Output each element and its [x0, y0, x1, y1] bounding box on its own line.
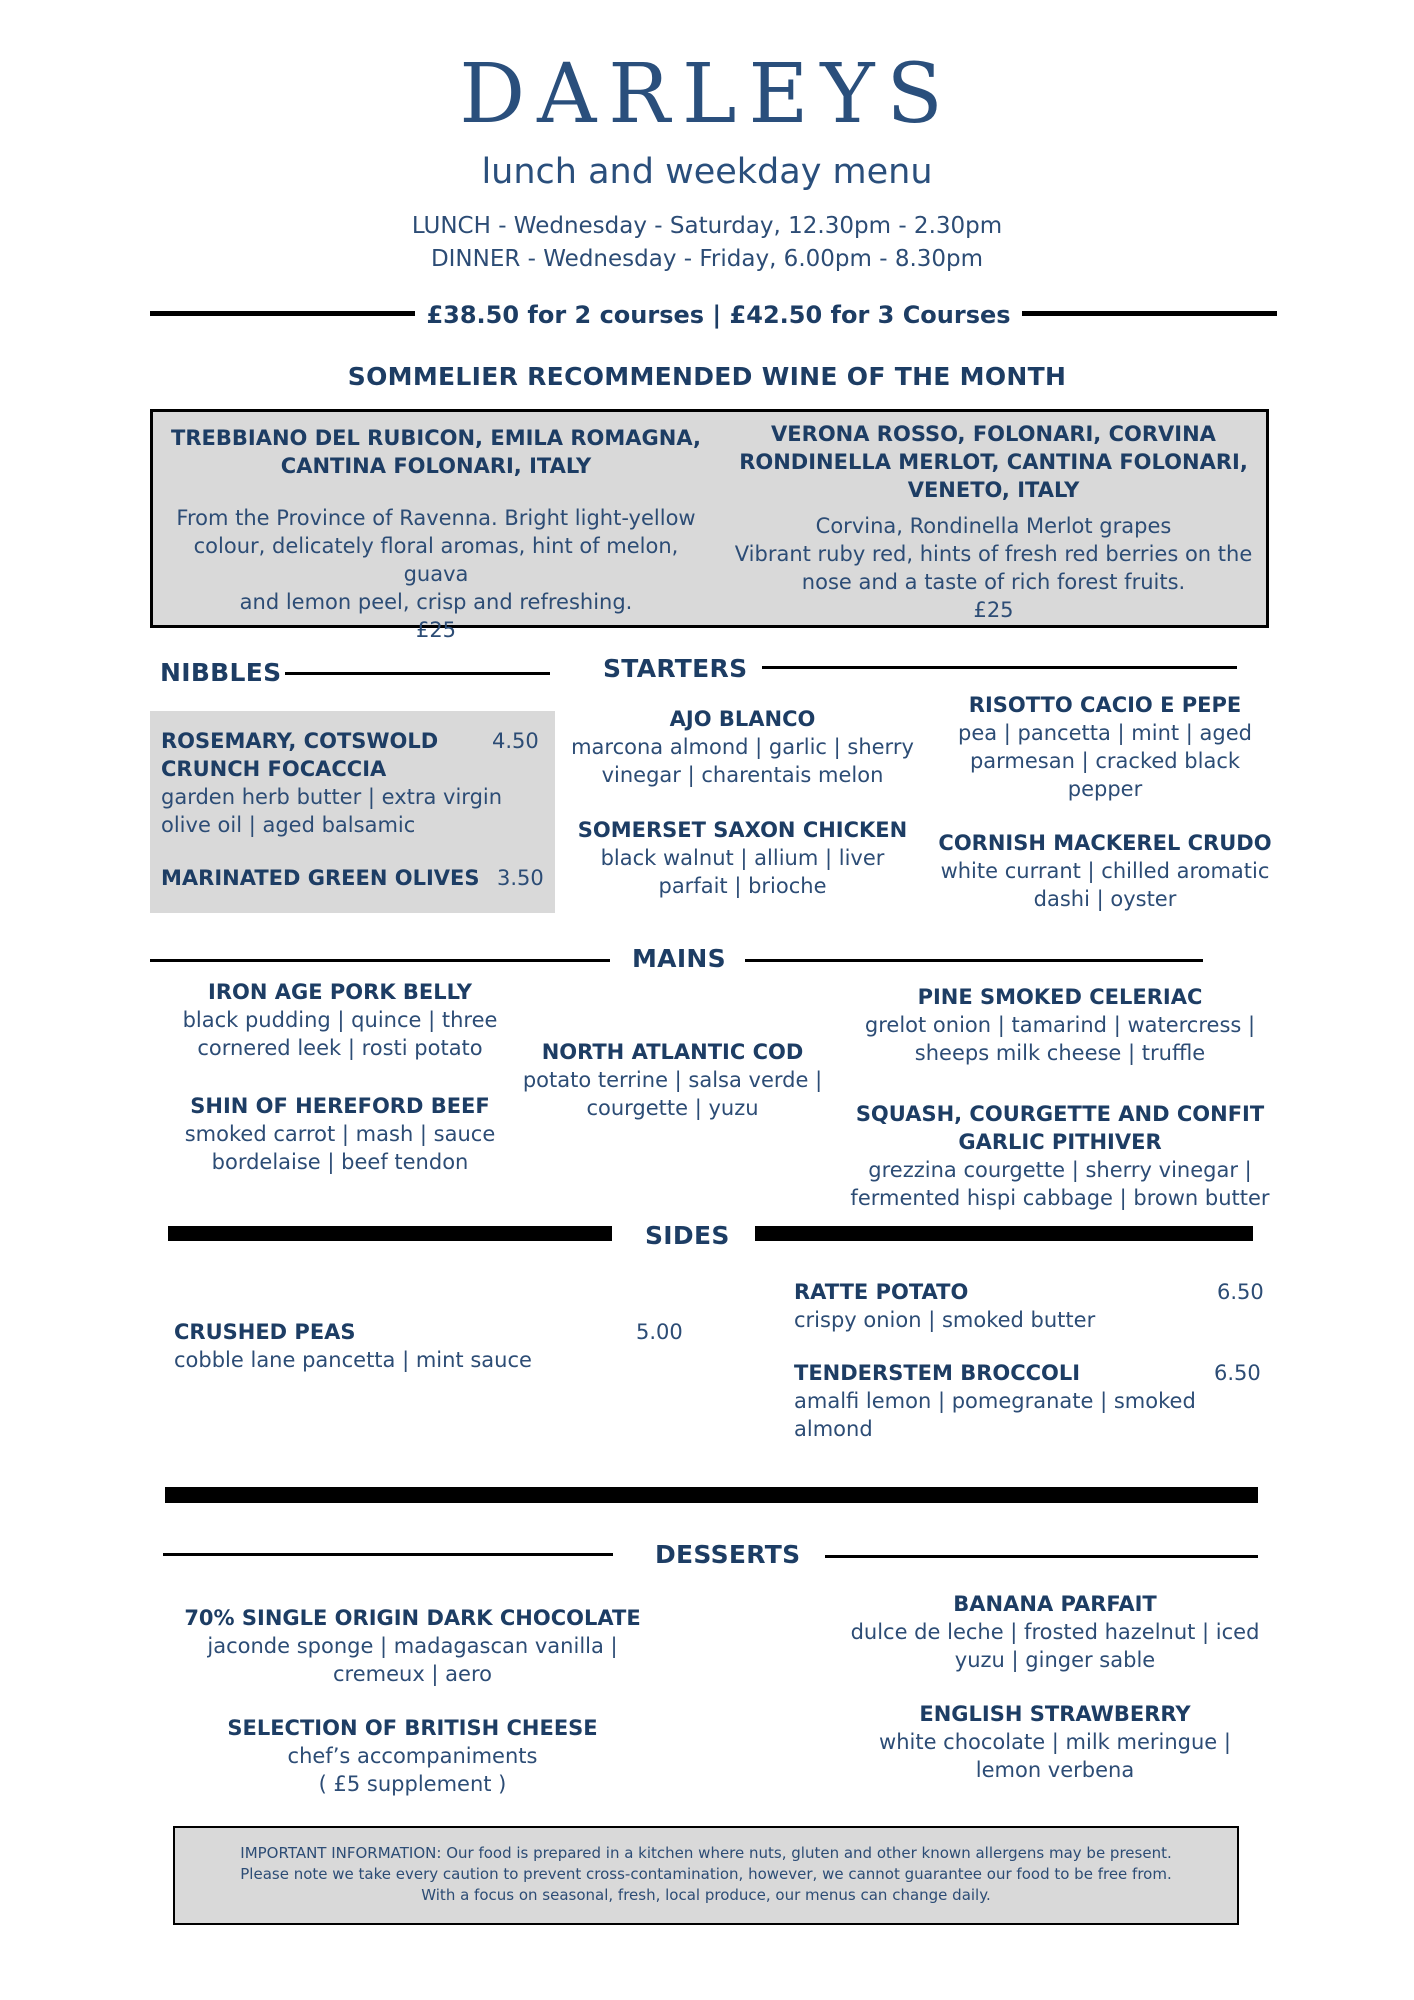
info-line: With a focus on seasonal, fresh, local produce, our menus can change daily.: [421, 1886, 991, 1904]
main-desc: black pudding | quince | three: [182, 1008, 498, 1032]
main-desc: smoked carrot | mash | sauce: [184, 1122, 496, 1146]
divider: [762, 666, 1237, 669]
main-name: PINE SMOKED CELERIAC: [917, 985, 1203, 1009]
main-desc: grezzina courgette | sherry vinegar |: [868, 1158, 1252, 1182]
dessert-desc: ( £5 supplement ): [318, 1772, 507, 1796]
starter-desc: pea | pancetta | mint | aged: [958, 721, 1252, 745]
allergen-info-box: [173, 1826, 1239, 1925]
wine-left-price: £25: [415, 618, 457, 642]
wine-left-name: TREBBIANO DEL RUBICON, EMILA ROMAGNA,: [171, 426, 701, 450]
divider: [168, 1226, 612, 1241]
starter-name: CORNISH MACKEREL CRUDO: [938, 831, 1272, 855]
dessert-desc: jaconde sponge | madagascan vanilla |: [207, 1634, 618, 1658]
starter-desc: pepper: [1067, 777, 1143, 801]
dessert-desc: white chocolate | milk meringue |: [879, 1730, 1231, 1754]
starter-name: AJO BLANCO: [669, 707, 816, 731]
wine-right-desc: Vibrant ruby red, hints of fresh red berries on the: [734, 542, 1253, 566]
side-price: 5.00: [636, 1320, 683, 1344]
dessert-item: [160, 1604, 665, 1688]
dessert-desc: cremeux | aero: [333, 1662, 492, 1686]
nibble-name: MARINATED GREEN OLIVES: [161, 866, 480, 890]
wine-right-name: VENETO, ITALY: [907, 478, 1080, 502]
wine-left-name: CANTINA FOLONARI, ITALY: [280, 454, 592, 478]
main-name: SHIN OF HEREFORD BEEF: [190, 1094, 490, 1118]
dessert-name: SELECTION OF BRITISH CHEESE: [227, 1716, 598, 1740]
side-name: CRUSHED PEAS: [174, 1320, 356, 1344]
divider: [755, 1226, 1253, 1241]
nibble-name: ROSEMARY, COTSWOLD: [161, 729, 439, 753]
menu-subtitle: lunch and weekday menu: [481, 152, 933, 192]
dessert-desc: yuzu | ginger sable: [954, 1648, 1156, 1672]
side-desc: crispy onion | smoked butter: [794, 1308, 1096, 1332]
starter-item: [560, 705, 925, 789]
main-desc: bordelaise | beef tendon: [211, 1150, 469, 1174]
main-desc: fermented hispi cabbage | brown butter: [850, 1186, 1270, 1210]
starter-name: RISOTTO CACIO E PEPE: [968, 693, 1242, 717]
divider: [745, 959, 1203, 962]
wine-right-name: VERONA ROSSO, FOLONARI, CORVINA: [771, 422, 1216, 446]
divider: [150, 311, 415, 316]
wine-left-desc: From the Province of Ravenna. Bright light-yellow: [176, 506, 696, 530]
starter-item: [920, 691, 1290, 803]
dessert-name: BANANA PARFAIT: [953, 1592, 1157, 1616]
starter-desc: white currant | chilled aromatic: [940, 859, 1270, 883]
wine-right: [721, 420, 1266, 624]
main-name: GARLIC PITHIVER: [958, 1130, 1162, 1154]
sides-title: SIDES: [645, 1221, 730, 1250]
mains-title: MAINS: [632, 944, 726, 973]
nibble-desc: olive oil | aged balsamic: [161, 813, 416, 837]
side-price: 6.50: [1217, 1280, 1264, 1304]
dessert-desc: chef’s accompaniments: [287, 1744, 538, 1768]
header: [0, 47, 1414, 276]
divider: [163, 1553, 613, 1556]
hours-dinner: DINNER - Wednesday - Friday, 6.00pm - 8.30pm: [430, 246, 984, 272]
side-name: RATTE POTATO: [794, 1280, 969, 1304]
wine-box: [150, 409, 1269, 642]
desserts-title: DESSERTS: [655, 1540, 801, 1569]
nibble-price: 3.50: [497, 866, 544, 890]
main-item: [495, 1038, 850, 1122]
dessert-item: [820, 1590, 1290, 1674]
divider: [285, 672, 550, 675]
wine-left-desc: and lemon peel, crisp and refreshing.: [239, 590, 633, 614]
starter-desc: marcona almond | garlic | sherry: [571, 735, 914, 759]
main-desc: courgette | yuzu: [586, 1096, 759, 1120]
nibbles-title: NIBBLES: [160, 658, 282, 687]
info-line: Please note we take every caution to prevent cross-contamination, however, we cannot guarantee our food to be free from.: [240, 1865, 1172, 1883]
restaurant-logo: DARLEYS: [459, 47, 955, 142]
info-line: IMPORTANT INFORMATION: Our food is prepared in a kitchen where nuts, gluten and other known allergens may be present.: [240, 1844, 1172, 1862]
nibble-desc: garden herb butter | extra virgin: [161, 785, 503, 809]
divider: [1022, 311, 1277, 316]
wine-left-desc: colour, delicately floral aromas, hint of melon, guava: [193, 534, 679, 586]
starter-item: [560, 816, 925, 900]
main-name: IRON AGE PORK BELLY: [208, 980, 472, 1004]
dessert-item: [820, 1700, 1290, 1784]
course-price: £38.50 for 2 courses | £42.50 for 3 Courses: [426, 301, 1011, 329]
hours-lunch: LUNCH - Wednesday - Saturday, 12.30pm - 2.30pm: [411, 213, 1003, 239]
main-desc: sheeps milk cheese | truffle: [914, 1041, 1206, 1065]
side-price: 6.50: [1214, 1361, 1261, 1385]
divider: [165, 1487, 1258, 1503]
main-item: [140, 1092, 540, 1176]
starter-desc: parfait | brioche: [658, 874, 827, 898]
wine-right-name: RONDINELLA MERLOT, CANTINA FOLONARI,: [739, 450, 1248, 474]
wine-section-title: SOMMELIER RECOMMENDED WINE OF THE MONTH: [347, 362, 1067, 391]
starter-desc: black walnut | allium | liver: [600, 846, 885, 870]
nibble-price: 4.50: [492, 729, 539, 753]
starters-title: STARTERS: [603, 654, 748, 683]
dessert-item: [160, 1714, 665, 1798]
divider: [825, 1555, 1258, 1558]
side-desc: amalfi lemon | pomegranate | smoked: [794, 1389, 1196, 1413]
main-desc: grelot onion | tamarind | watercress |: [864, 1013, 1256, 1037]
side-desc: cobble lane pancetta | mint sauce: [174, 1348, 532, 1372]
starter-desc: parmesan | cracked black: [969, 749, 1241, 773]
side-name: TENDERSTEM BROCCOLI: [794, 1361, 1081, 1385]
wine-right-price: £25: [973, 598, 1014, 622]
dessert-name: 70% SINGLE ORIGIN DARK CHOCOLATE: [184, 1606, 641, 1630]
wine-left: [161, 424, 711, 644]
main-name: SQUASH, COURGETTE AND CONFIT: [855, 1102, 1265, 1126]
main-item: [830, 983, 1290, 1067]
main-item: [140, 978, 540, 1062]
main-item: [830, 1100, 1290, 1212]
dessert-desc: lemon verbena: [975, 1758, 1135, 1782]
starter-name: SOMERSET SAXON CHICKEN: [577, 818, 908, 842]
nibble-name: CRUNCH FOCACCIA: [161, 757, 387, 781]
starter-desc: vinegar | charentais melon: [601, 763, 884, 787]
main-desc: potato terrine | salsa verde |: [522, 1068, 823, 1092]
main-desc: cornered leek | rosti potato: [197, 1036, 483, 1060]
dessert-name: ENGLISH STRAWBERRY: [919, 1702, 1191, 1726]
dessert-desc: dulce de leche | frosted hazelnut | iced: [850, 1620, 1260, 1644]
starter-item: [920, 829, 1290, 913]
starter-desc: dashi | oyster: [1033, 887, 1177, 911]
wine-right-desc: Corvina, Rondinella Merlot grapes: [815, 514, 1172, 538]
divider: [150, 959, 610, 962]
side-desc: almond: [794, 1417, 873, 1441]
main-name: NORTH ATLANTIC COD: [541, 1040, 804, 1064]
nibbles-box: [150, 711, 555, 913]
wine-right-desc: nose and a taste of rich forest fruits.: [801, 570, 1186, 594]
